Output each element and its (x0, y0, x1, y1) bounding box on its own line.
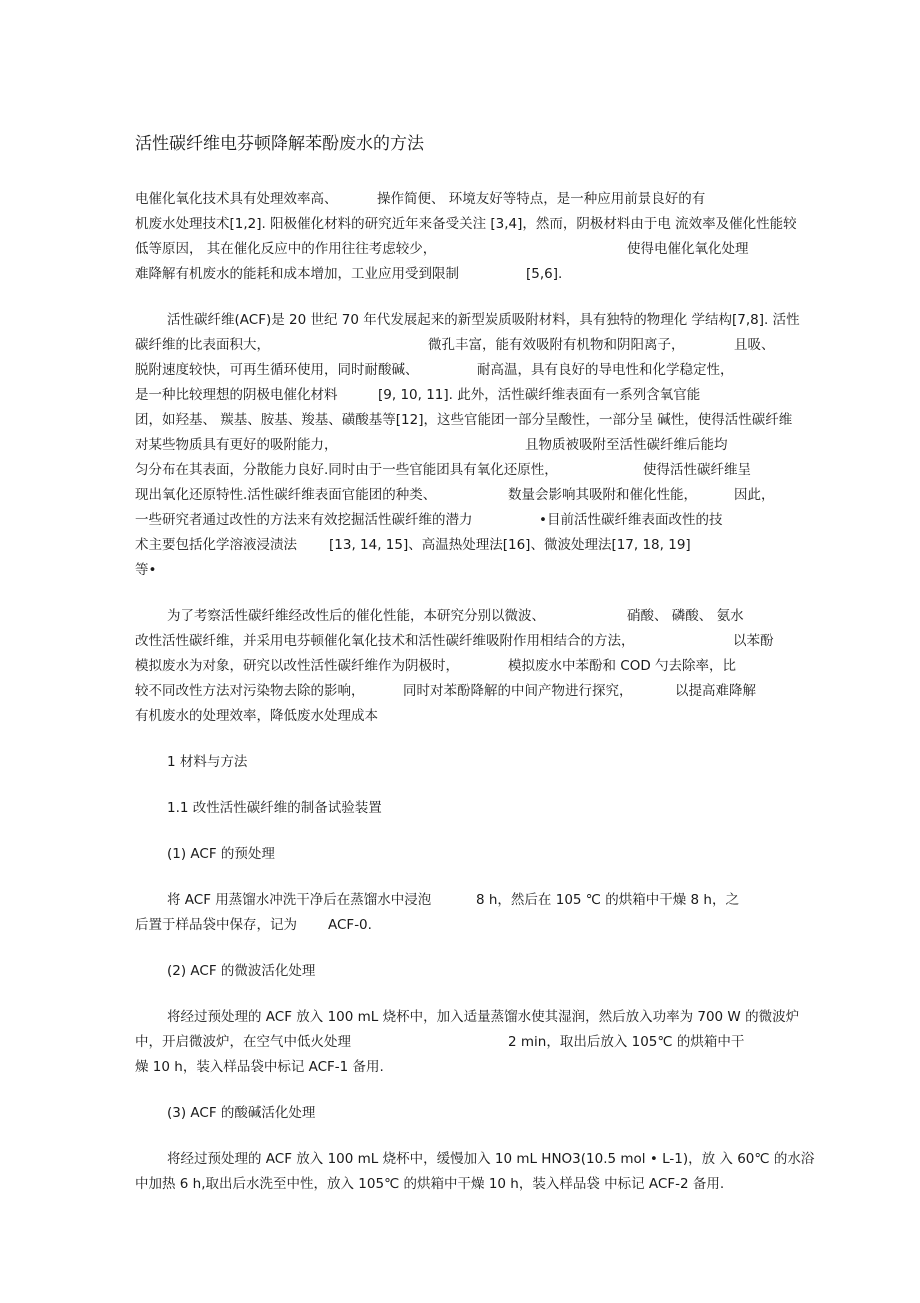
text-fragment: [13, 14, 15]、高温热处理法[16]、微波处理法[17, 18, 19] (329, 537, 691, 553)
text-fragment: 以提高难降解 (675, 683, 756, 699)
text-fragment: 将 ACF 用蒸馏水冲洗干净后在蒸馏水中浸泡 (167, 892, 432, 908)
text-fragment: 模拟废水中苯酚和 COD 勺去除率，比 (508, 658, 737, 674)
text-fragment: 操作简便、 环境友好等特点，是一种应用前景良好的有 (377, 191, 706, 207)
text-fragment: 匀分布在其表面，分散能力良好.同时由于一些官能团具有氧化还原性， (135, 462, 558, 478)
text-fragment: [9, 10, 11]. 此外，活性碳纤维表面有一系列含氧官能 (378, 387, 701, 403)
text-fragment: 等• (135, 562, 157, 578)
text-fragment: 且吸、 (734, 337, 775, 353)
text-fragment: 活性碳纤维(ACF)是 20 世纪 70 年代发展起来的新型炭质吸附材料，具有独特的物理化 学结构[7,8]. 活性 (167, 312, 800, 328)
subsection-heading: 1.1 改性活性碳纤维的制备试验装置 (167, 800, 382, 816)
text-fragment: 以苯酚 (733, 633, 774, 649)
text-fragment: 术主要包括化学溶液浸渍法 (135, 537, 297, 553)
text-fragment: 硝酸、 磷酸、 氨水 (627, 608, 744, 624)
text-fragment: 使得电催化氧化处理 (627, 241, 749, 257)
text-fragment: 较不同改性方法对污染物去除的影响， (135, 683, 365, 699)
text-fragment: 将经过预处理的 ACF 放入 100 mL 烧杯中，加入适量蒸馏水使其湿润，然后放入功率为 700 W 的微波炉 (167, 1009, 800, 1025)
text-fragment: 一些研究者通过改性的方法来有效挖掘活性碳纤维的潜力 (135, 512, 473, 528)
text-fragment: 电催化氧化技术具有处理效率高、 (135, 191, 338, 207)
text-fragment: •目前活性碳纤维表面改性的技 (539, 512, 723, 528)
text-fragment: ACF-0. (328, 917, 372, 933)
text-fragment: 难降解有机废水的能耗和成本增加，工业应用受到限制 (135, 266, 459, 282)
page-title: 活性碳纤维电芬顿降解苯酚废水的方法 (135, 134, 424, 154)
step-heading: (2) ACF 的微波活化处理 (167, 963, 316, 979)
text-fragment: 因此， (734, 487, 775, 503)
text-fragment: 8 h，然后在 105 ℃ 的烘箱中干燥 8 h，之 (476, 892, 739, 908)
text-fragment: 使得活性碳纤维呈 (643, 462, 751, 478)
text-fragment: 耐高温，具有良好的导电性和化学稳定性， (477, 362, 734, 378)
step-heading: (3) ACF 的酸碱活化处理 (167, 1105, 316, 1121)
text-fragment: 2 min，取出后放入 105℃ 的烘箱中干 (508, 1034, 745, 1050)
text-fragment: 数量会影响其吸附和催化性能， (508, 487, 697, 503)
text-fragment: 团，如羟基、 羰基、胺基、羧基、磺酸基等[12]，这些官能团一部分呈酸性，一部分呈 碱性，使得活性碳纤维 (135, 412, 793, 428)
text-fragment: 模拟废水为对象，研究以改性活性碳纤维作为阴极时， (135, 658, 459, 674)
text-fragment: 机废水处理技术[1,2]. 阳极催化材料的研究近年来备受关注 [3,4]，然而，阴极材料由于电 流效率及催化性能较 (135, 216, 797, 232)
text-fragment: 后置于样品袋中保存，记为 (135, 917, 297, 933)
text-fragment: 改性活性碳纤维，并采用电芬顿催化氧化技术和活性碳纤维吸附作用相结合的方法， (135, 633, 635, 649)
text-fragment: 中加热 6 h,取出后水洗至中性，放入 105℃ 的烘箱中干燥 10 h，装入样品袋 中标记 ACF-2 备用. (135, 1176, 725, 1192)
text-fragment: 有机废水的处理效率，降低废水处理成本 (135, 708, 378, 724)
text-fragment: 且物质被吸附至活性碳纤维后能均 (525, 437, 728, 453)
text-fragment: 是一种比较理想的阴极电催化材料 (135, 387, 338, 403)
text-fragment: 中，开启微波炉，在空气中低火处理 (135, 1034, 351, 1050)
text-fragment: 微孔丰富，能有效吸附有机物和阴阳离子， (428, 337, 685, 353)
text-fragment: 燥 10 h，装入样品袋中标记 ACF-1 备用. (135, 1059, 384, 1075)
text-fragment: 对某些物质具有更好的吸附能力， (135, 437, 338, 453)
text-fragment: 碳纤维的比表面积大， (135, 337, 270, 353)
section-heading: 1 材料与方法 (167, 754, 248, 770)
text-fragment: 脱附速度较快，可再生循环使用，同时耐酸碱、 (135, 362, 419, 378)
text-fragment: 将经过预处理的 ACF 放入 100 mL 烧杯中，缓慢加入 10 mL HNO3(10.5 mol • L-1)，放 入 60℃ 的水浴 (167, 1151, 815, 1167)
text-fragment: 为了考察活性碳纤维经改性后的催化性能，本研究分别以微波、 (167, 608, 545, 624)
text-fragment: [5,6]. (526, 266, 563, 282)
text-fragment: 现出氧化还原特性.活性碳纤维表面官能团的种类、 (135, 487, 437, 503)
text-fragment: 低等原因， 其在催化反应中的作用往往考虑较少， (135, 241, 437, 257)
step-heading: (1) ACF 的预处理 (167, 846, 275, 862)
text-fragment: 同时对苯酚降解的中间产物进行探究， (403, 683, 633, 699)
